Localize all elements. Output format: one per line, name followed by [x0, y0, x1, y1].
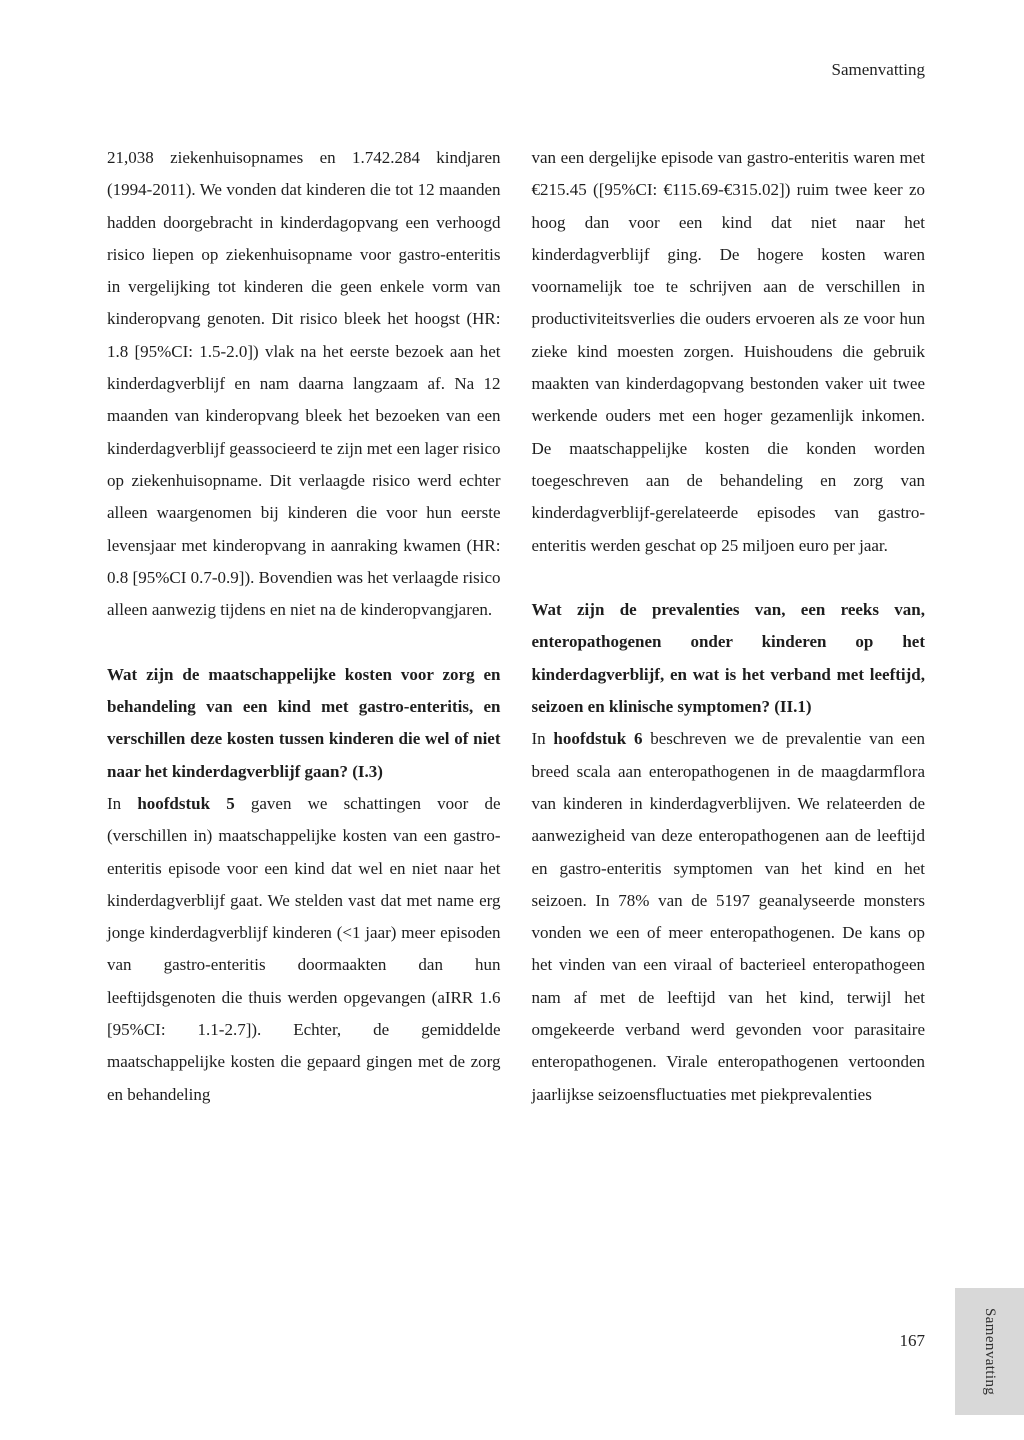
paragraph-hospitalisation-results: 21,038 ziekenhuisopnames en 1.742.284 kindjaren (1994-2011). We vonden dat kinderen die tot 12 maanden hadden doorgebracht in kinderdagopvang een verhoogd risico liepen op ziekenhuisopname voor gastro-enteritis in vergelijking tot kinderen die geen enkele vorm van kinderopvang genoten. Dit risico bleek het hoogst (HR: 1.8 [95%CI: 1.5-2.0]) vlak na het eerste bezoek aan het kinderdagverblijf en nam daarna langzaam af. Na 12 maanden van kinderopvang bleek het bezoeken van een kinderdagverblijf geassocieerd te zijn met een lager risico op ziekenhuisopname. Dit verlaagde risico werd echter alleen waargenomen bij kinderen die voor hun eerste levensjaar met kinderopvang in aanraking kwamen (HR: 0.8 [95%CI 0.7-0.9]). Bovendien was het verlaagde risico alleen aanwezig tijdens en niet na de kinderopvangjaren.: [107, 148, 501, 620]
paragraph-chapter-5-pre: In: [107, 793, 138, 813]
chapter-5-bold-label: hoofdstuk 5: [137, 793, 235, 813]
right-column: [532, 142, 926, 1111]
running-header: Samenvatting: [831, 60, 925, 79]
text-columns: [107, 142, 925, 1111]
section-heading-prevalence-question: Wat zijn de prevalenties van, een reeks van, enteropathogenen onder kinderen op het kinderdagverblijf, en wat is het verband met leeftijd, seizoen en klinische symptomen? (II.1): [531, 600, 925, 717]
chapter-side-tab: [955, 1288, 1024, 1415]
paragraph-chapter-6-pre: In: [531, 729, 554, 749]
chapter-6-bold-label: hoofdstuk 6: [553, 729, 643, 749]
page-number: 167: [899, 1331, 925, 1350]
paragraph-chapter-5: [107, 788, 501, 1111]
paragraph-costs-results: van een dergelijke episode van gastro-enteritis waren met €215.45 ([95%CI: €115.69-€315.02]) ruim twee keer zo hoog dan voor een kind dat niet naar het kinderdagverblijf ging. De hogere kosten waren voornamelijk toe te schrijven aan de verschillen in productiviteitsverlies die ouders ervoeren als ze voor hun zieke kind moesten zorgen. Huishoudens die gebruik maakten van kinderdagopvang bestonden vaker uit twee werkende ouders met een hoger gezamenlijk inkomen. De maatschappelijke kosten die konden worden toegeschreven aan de behandeling en zorg van kinderdagverblijf-gerelateerde episodes van gastro-enteritis werden geschat op 25 miljoen euro per jaar.: [531, 148, 925, 555]
chapter-side-tab-label: Samenvatting: [982, 1307, 998, 1396]
paragraph-chapter-6: [532, 723, 926, 1111]
paragraph-chapter-5-rest: gaven we schattingen voor de (verschillen in) maatschappelijke kosten van een gastro-enteritis episode voor een kind dat wel en niet naar het kinderdagverblijf gaat. We stelden vast dat met name erg jonge kinderdagverblijf kinderen (<1 jaar) meer episoden van gastro-enteritis doormaakten dan hun leeftijdsgenoten die thuis werden opgevangen (aIRR 1.6 [95%CI: 1.1-2.7]). Echter, de gemiddelde maatschappelijke kosten die gepaard gingen met de zorg en behandeling: [107, 793, 501, 1104]
left-column: [107, 142, 501, 1111]
section-heading-costs-question: Wat zijn de maatschappelijke kosten voor zorg en behandeling van een kind met gastro-enteritis, en verschillen deze kosten tussen kinderen die wel of niet naar het kinderdagverblijf gaan? (I.3): [107, 664, 501, 781]
paragraph-chapter-6-rest: beschreven we de prevalentie van een breed scala aan enteropathogenen in de maagdarmflora van kinderen in kinderdagverblijven. We relateerden de aanwezigheid van deze enteropathogenen aan de leeftijd en gastro-enteritis symptomen van het kind en het seizoen. In 78% van de 5197 geanalyseerde monsters vonden we een of meer enteropathogenen. De kans op het vinden van een viraal of bacterieel enteropathogeen nam af met de leeftijd van het kind, terwijl het omgekeerde verband werd gevonden voor parasitaire enteropathogenen. Virale enteropathogenen vertoonden jaarlijkse seizoensfluctuaties met piekprevalenties: [531, 729, 925, 1104]
